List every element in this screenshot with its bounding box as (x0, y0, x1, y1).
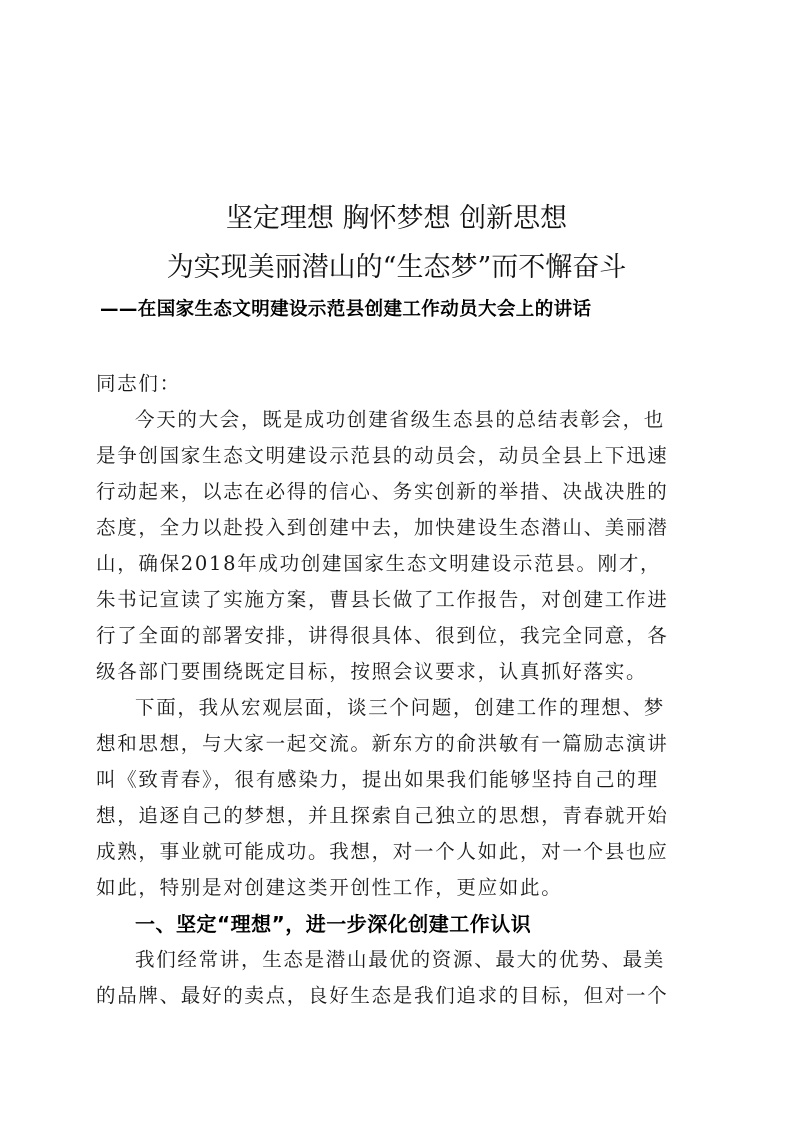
paragraph-3-line-1: 我们经常讲，生态是潜山最优的资源、最大的优势、最美 (135, 948, 666, 971)
paragraph-1-line-7: 行了全面的部署安排，讲得很具体、很到位，我完全同意，各 (96, 624, 669, 647)
paragraph-2-line-2: 想和思想，与大家一起交流。新东方的俞洪敏有一篇励志演讲 (96, 732, 669, 755)
salutation: 同志们： (96, 372, 181, 395)
paragraph-1-line-1: 今天的大会，既是成功创建省级生态县的总结表彰会，也 (135, 408, 666, 431)
section-heading-1: 一、坚定“理想”，进一步深化创建工作认识 (135, 912, 532, 936)
paragraph-1-line-2: 是争创国家生态文明建设示范县的动员会，动员全县上下迅速 (96, 444, 669, 467)
paragraph-1-line-3: 行动起来，以志在必得的信心、务实创新的举措、决战决胜的 (96, 480, 669, 503)
paragraph-2-line-4: 想，追逐自己的梦想，并且探索自己独立的思想，青春就开始 (96, 804, 669, 827)
paragraph-1-line-4: 态度，全力以赴投入到创建中去，加快建设生态潜山、美丽潜 (96, 516, 669, 539)
paragraph-2-line-6: 如此，特别是对创建这类开创性工作，更应如此。 (96, 876, 563, 899)
paragraph-2-line-1: 下面，我从宏观层面，谈三个问题，创建工作的理想、梦 (135, 696, 666, 719)
paragraph-2-line-3: 叫《致青春》，很有感染力，提出如果我们能够坚持自己的理 (96, 768, 659, 791)
subtitle: ——在国家生态文明建设示范县创建工作动员大会上的讲话 (100, 299, 592, 320)
paragraph-1-line-6: 朱书记宣读了实施方案，曹县长做了工作报告，对创建工作进 (96, 588, 669, 611)
paragraph-1-line-5: 山，确保2018年成功创建国家生态文明建设示范县。刚才， (96, 552, 662, 575)
title-line-1: 坚定理想 胸怀梦想 创新思想 (225, 203, 568, 234)
paragraph-1-line-8: 级各部门要围绕既定目标，按照会议要求，认真抓好落实。 (96, 660, 648, 683)
paragraph-2-line-5: 成熟，事业就可能成功。我想，对一个人如此，对一个县也应 (96, 840, 669, 863)
title-line-2: 为实现美丽潜山的“生态梦”而不懈奋斗 (166, 252, 627, 283)
paragraph-3-line-2: 的品牌、最好的卖点，良好生态是我们追求的目标，但对一个 (96, 984, 669, 1007)
